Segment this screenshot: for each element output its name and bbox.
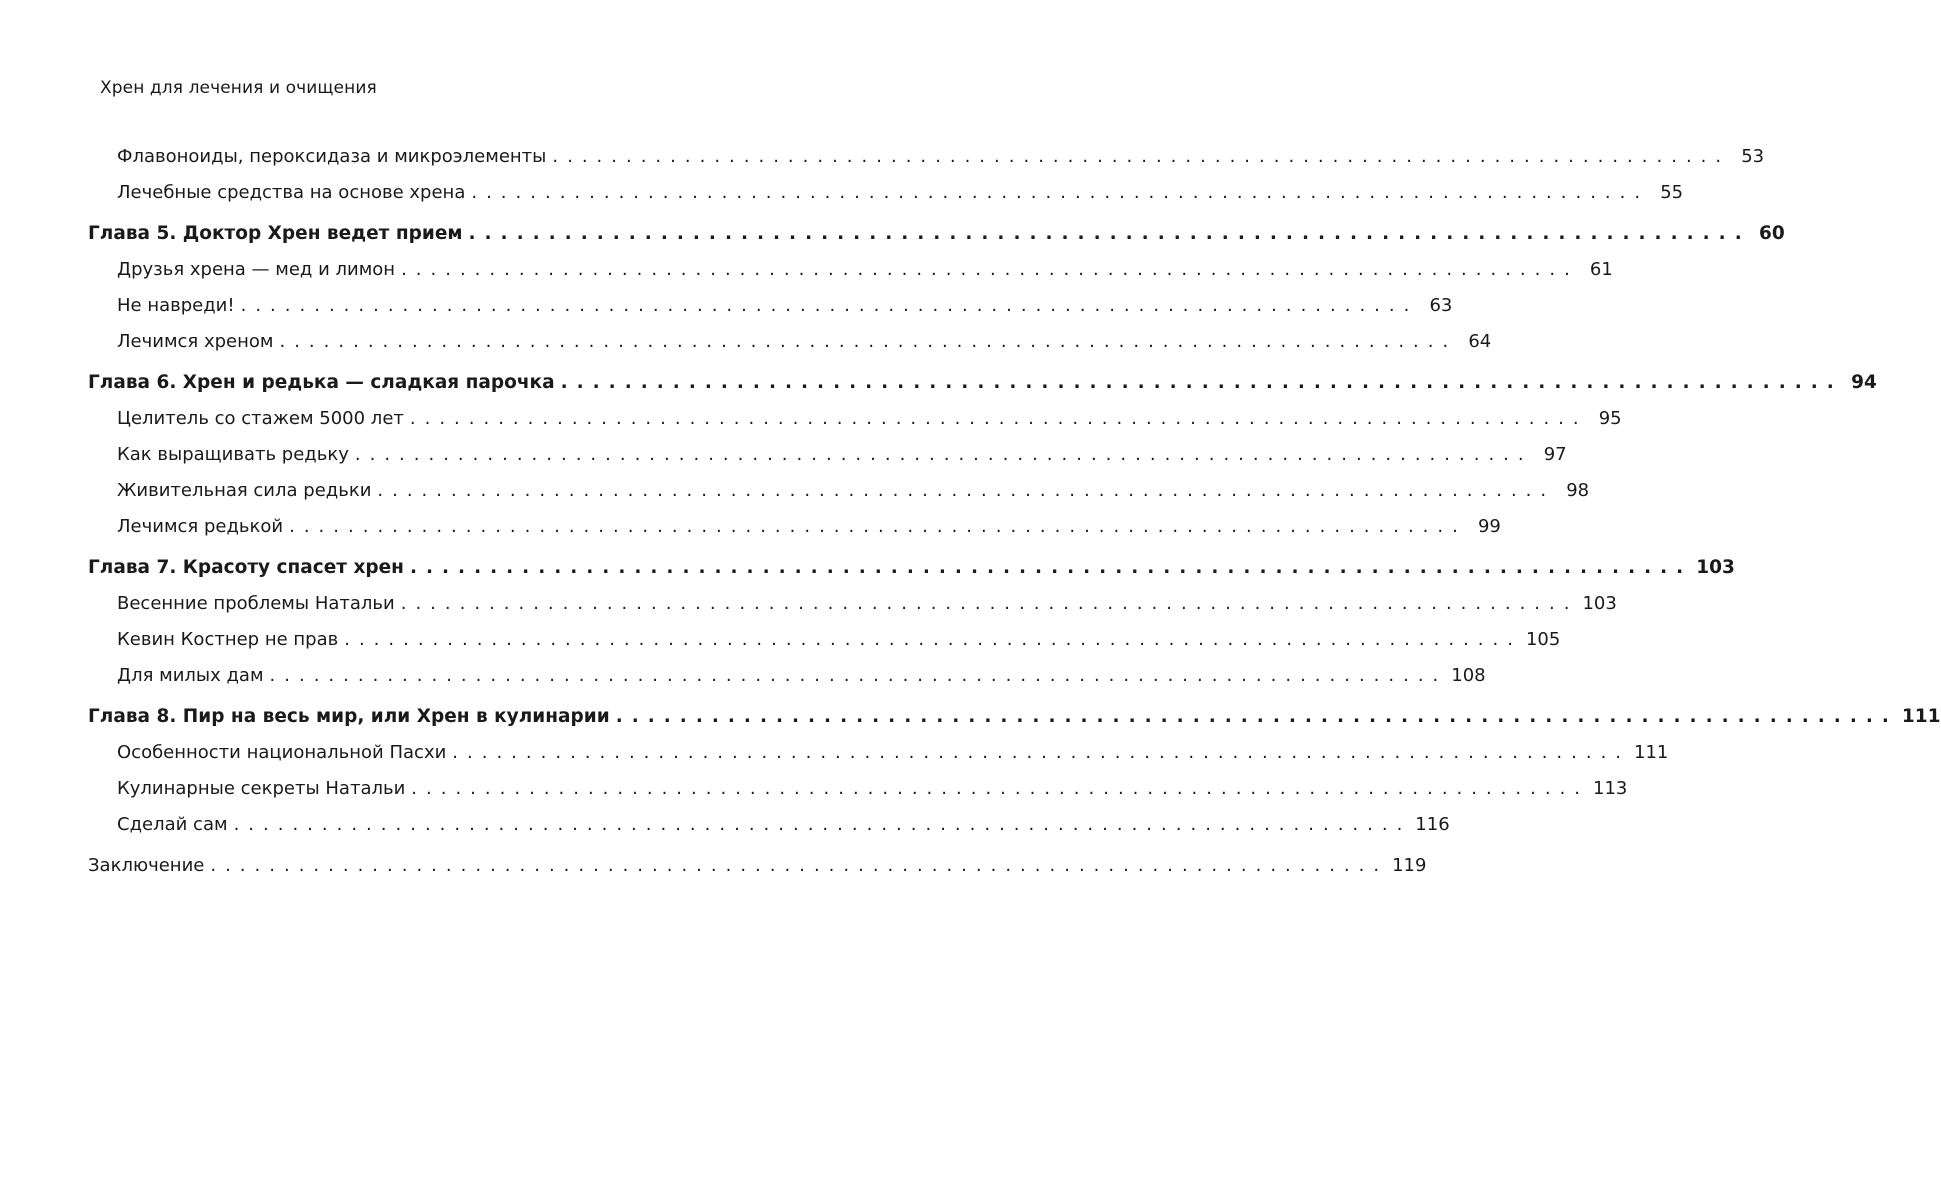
toc-entry-title: Весенние проблемы Натальи <box>117 586 401 622</box>
toc-dot-leader: ................................................................................ <box>471 182 1650 203</box>
toc-dot-leader: ................................................................................ <box>411 778 1590 799</box>
toc-entry[interactable] <box>88 550 1735 586</box>
toc-entry[interactable] <box>88 586 1617 622</box>
toc-dot-leader: ................................................................................ <box>452 742 1631 763</box>
toc-dot-leader: ................................................................................ <box>233 814 1412 835</box>
toc-dot-leader: ................................................................................ <box>615 706 1898 727</box>
toc-entry-page: 119 <box>1392 855 1427 876</box>
toc-entry-page: 97 <box>1543 444 1567 465</box>
table-of-contents <box>88 139 1941 884</box>
toc-entry[interactable] <box>88 175 1684 211</box>
toc-entry[interactable] <box>88 437 1567 473</box>
toc-entry[interactable] <box>88 807 1450 843</box>
toc-dot-leader: ................................................................................ <box>289 516 1467 537</box>
toc-entry[interactable] <box>88 848 1427 884</box>
toc-entry-page: 64 <box>1468 331 1492 352</box>
toc-entry-title: Не навреди! <box>117 288 241 324</box>
toc-dot-leader: ................................................................................ <box>401 259 1579 280</box>
toc-entry[interactable] <box>88 699 1941 735</box>
toc-entry-title: Кевин Костнер не прав <box>117 622 344 658</box>
toc-entry-title: Друзья хрена — мед и лимон <box>117 252 401 288</box>
toc-entry-page: 55 <box>1660 182 1684 203</box>
toc-entry-page: 108 <box>1451 665 1486 686</box>
toc-entry-page: 103 <box>1696 557 1735 578</box>
toc-entry-page: 63 <box>1429 295 1453 316</box>
toc-entry[interactable] <box>88 139 1765 175</box>
toc-entry-page: 60 <box>1758 223 1785 244</box>
toc-dot-leader: ................................................................................ <box>377 480 1556 501</box>
toc-dot-leader: ................................................................................ <box>344 629 1522 650</box>
toc-dot-leader: ................................................................................ <box>468 223 1751 244</box>
toc-entry-title: Флавоноиды, пероксидаза и микроэлементы <box>117 139 552 175</box>
toc-entry-title: Глава 8. Пир на весь мир, или Хрен в кулинарии <box>88 699 616 735</box>
toc-entry[interactable] <box>88 365 1877 401</box>
toc-entry-title: Глава 6. Хрен и редька — сладкая парочка <box>88 365 561 401</box>
toc-entry-page: 53 <box>1741 146 1765 167</box>
toc-entry[interactable] <box>88 324 1492 360</box>
toc-entry-page: 103 <box>1582 593 1617 614</box>
toc-entry-page: 99 <box>1477 516 1501 537</box>
toc-entry[interactable] <box>88 658 1486 694</box>
toc-dot-leader: ................................................................................ <box>269 665 1448 686</box>
toc-entry[interactable] <box>88 252 1613 288</box>
toc-entry-title: Сделай сам <box>117 807 234 843</box>
toc-entry[interactable] <box>88 473 1590 509</box>
toc-entry[interactable] <box>88 771 1628 807</box>
toc-entry-title: Лечебные средства на основе хрена <box>117 175 471 211</box>
toc-entry-title: Лечимся редькой <box>117 509 289 545</box>
toc-entry-page: 116 <box>1415 814 1450 835</box>
toc-dot-leader: ................................................................................ <box>400 593 1579 614</box>
toc-entry-page: 95 <box>1598 408 1622 429</box>
toc-entry[interactable] <box>88 622 1561 658</box>
toc-entry[interactable] <box>88 401 1622 437</box>
toc-dot-leader: ................................................................................ <box>210 855 1389 876</box>
toc-dot-leader: ................................................................................ <box>354 444 1533 465</box>
toc-dot-leader: ................................................................................ <box>409 408 1588 429</box>
toc-entry-title: Глава 5. Доктор Хрен ведет прием <box>88 216 469 252</box>
toc-entry-title: Живительная сила редьки <box>117 473 377 509</box>
toc-dot-leader: ................................................................................ <box>409 557 1693 578</box>
toc-dot-leader: ................................................................................ <box>552 146 1731 167</box>
toc-entry[interactable] <box>88 216 1785 252</box>
toc-entry-page: 111 <box>1901 706 1941 727</box>
toc-dot-leader: ................................................................................ <box>560 372 1843 393</box>
toc-entry-page: 113 <box>1593 778 1628 799</box>
running-header: Хрен для лечения и очищения <box>100 78 377 98</box>
toc-entry-title: Кулинарные секреты Натальи <box>117 771 411 807</box>
toc-entry-page: 98 <box>1566 480 1590 501</box>
toc-entry-title: Заключение <box>88 848 210 884</box>
toc-entry-title: Как выращивать редьку <box>117 437 355 473</box>
toc-entry[interactable] <box>88 288 1453 324</box>
toc-entry-title: Для милых дам <box>117 658 270 694</box>
toc-entry-title: Особенности национальной Пасхи <box>117 735 452 771</box>
toc-entry-page: 111 <box>1634 742 1669 763</box>
toc-entry[interactable] <box>88 509 1501 545</box>
toc-entry-page: 94 <box>1851 372 1877 393</box>
toc-entry-title: Целитель со стажем 5000 лет <box>117 401 410 437</box>
toc-entry-page: 105 <box>1525 629 1561 650</box>
toc-entry-title: Лечимся хреном <box>117 324 279 360</box>
toc-dot-leader: ................................................................................ <box>240 295 1419 316</box>
toc-entry-page: 61 <box>1589 259 1613 280</box>
toc-dot-leader: ................................................................................ <box>279 331 1458 352</box>
toc-entry[interactable] <box>88 735 1669 771</box>
toc-entry-title: Глава 7. Красоту спасет хрен <box>88 550 410 586</box>
